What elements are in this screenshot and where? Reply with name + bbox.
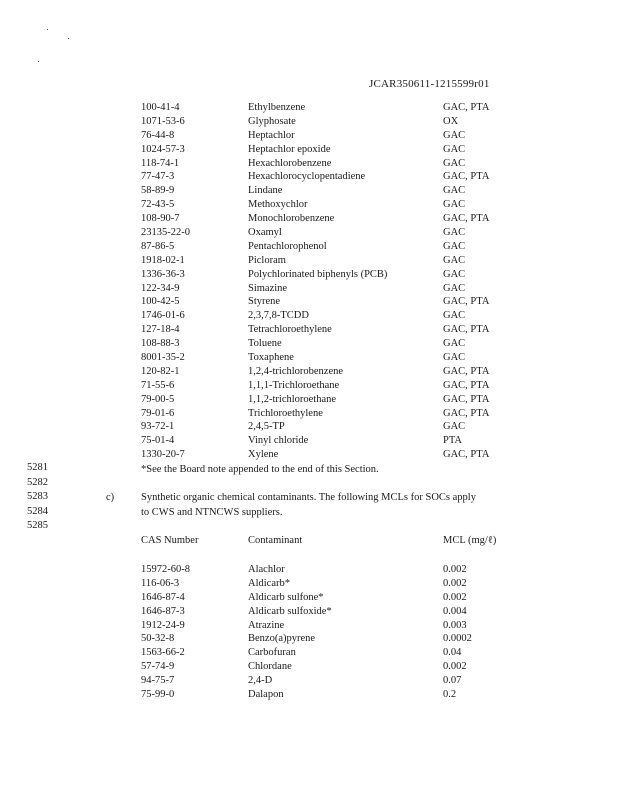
contaminant-name: Toluene — [248, 338, 282, 350]
cas-number: 118-74-1 — [141, 157, 180, 169]
cas-number: 127-18-4 — [141, 324, 180, 336]
contaminant-name: 1,1,2-trichloroethane — [248, 393, 337, 405]
treatment-technology: GAC, PTA — [443, 393, 490, 405]
cas-number: 15972-60-8 — [141, 564, 190, 575]
cas-number: 1336-36-3 — [141, 268, 185, 280]
treatment-technology: GAC, PTA — [443, 449, 490, 461]
contaminant-name: 2,4-D — [248, 675, 273, 687]
treatment-technology: GAC — [443, 338, 466, 350]
cas-number: 23135-22-0 — [141, 227, 190, 239]
contaminant-name: 1,1,1-Trichloroethane — [248, 379, 340, 391]
cas-number: 75-99-0 — [141, 689, 175, 701]
contaminant-name: Glyphosate — [248, 115, 296, 127]
contaminant-name: Aldicarb* — [248, 577, 290, 589]
cas-number: 8001-35-2 — [141, 352, 185, 364]
cas-number: 57-74-9 — [141, 661, 175, 673]
contaminant-name: Lindane — [248, 185, 283, 197]
cas-number: 50-32-8 — [141, 633, 175, 645]
contaminant-name: Monochlorobenzene — [248, 213, 335, 225]
cas-number: 120-82-1 — [141, 365, 180, 377]
treatment-technology: GAC, PTA — [443, 407, 490, 419]
contaminant-name: Pentachlorophenol — [248, 240, 327, 252]
treatment-technology: GAC — [443, 310, 466, 322]
treatment-technology: GAC — [443, 199, 466, 211]
cas-number: 108-88-3 — [141, 338, 180, 350]
contaminant-name: Heptachlor epoxide — [248, 143, 331, 155]
soc-table-header — [141, 535, 541, 549]
header-cas-number: CAS Number — [141, 535, 199, 546]
contaminant-name: Benzo(a)pyrene — [248, 633, 316, 645]
contaminant-name: Styrene — [248, 296, 281, 308]
cas-number: 100-41-4 — [141, 102, 180, 113]
cas-number: 87-86-5 — [141, 240, 175, 252]
cas-number: 93-72-1 — [141, 421, 175, 433]
cas-number: 77-47-3 — [141, 171, 175, 183]
contaminant-name: Xylene — [248, 449, 279, 461]
mcl-value: 0.2 — [443, 689, 457, 701]
contaminant-name: Polychlorinated biphenyls (PCB) — [248, 268, 388, 280]
contaminant-name: Toxaphene — [248, 352, 294, 364]
scan-speck — [47, 29, 48, 30]
contaminant-name: Ethylbenzene — [248, 102, 306, 113]
line-number: 5283 — [27, 491, 48, 502]
treatment-technology: GAC — [443, 421, 466, 433]
mcl-value: 0.004 — [443, 605, 467, 617]
line-number: 5281 — [27, 462, 48, 473]
treatment-technology: GAC, PTA — [443, 379, 490, 391]
cas-number: 79-01-6 — [141, 407, 175, 419]
treatment-technology: GAC — [443, 282, 466, 294]
treatment-technology: GAC — [443, 129, 466, 141]
cas-number: 1330-20-7 — [141, 449, 185, 461]
document-id: JCAR350611-1215599r01 — [369, 78, 490, 90]
treatment-technology: GAC, PTA — [443, 365, 490, 377]
cas-number: 1746-01-6 — [141, 310, 185, 322]
treatment-technology: GAC, PTA — [443, 102, 490, 113]
mcl-value: 0.0002 — [443, 633, 472, 645]
contaminant-name: 2,4,5-TP — [248, 421, 285, 433]
cas-number: 1912-24-9 — [141, 619, 185, 631]
cas-number: 71-55-6 — [141, 379, 175, 391]
section-c-marker: c) — [106, 492, 115, 503]
mcl-value: 0.002 — [443, 661, 467, 673]
cas-number: 1071-53-6 — [141, 115, 185, 127]
cas-number: 108-90-7 — [141, 213, 180, 225]
contaminant-name: Hexachlorobenzene — [248, 157, 332, 169]
contaminant-name: Vinyl chloride — [248, 435, 309, 447]
mcl-value: 0.07 — [443, 675, 462, 687]
treatment-technology: GAC — [443, 254, 466, 266]
line-numbers — [27, 461, 48, 534]
contaminant-name: Simazine — [248, 282, 288, 294]
contaminant-name: 1,2,4-trichlorobenzene — [248, 365, 344, 377]
cas-number: 122-34-9 — [141, 282, 180, 294]
line-number: 5282 — [27, 476, 48, 488]
contaminant-name: Oxamyl — [248, 227, 282, 239]
treatment-technology: GAC — [443, 157, 466, 169]
cas-number: 1646-87-3 — [141, 605, 185, 617]
scan-speck — [68, 38, 69, 39]
cas-number: 75-01-4 — [141, 435, 175, 447]
treatment-technology: GAC — [443, 143, 466, 155]
cas-number: 1563-66-2 — [141, 647, 185, 659]
cas-number: 79-00-5 — [141, 393, 175, 405]
contaminant-name: Trichloroethylene — [248, 407, 323, 419]
contaminant-name: Hexachlorocyclopentadiene — [248, 171, 366, 183]
contaminant-name: Aldicarb sulfone* — [248, 591, 324, 603]
treatment-technology: GAC — [443, 227, 466, 239]
mcl-value: 0.002 — [443, 577, 467, 589]
contaminant-name: Tetrachloroethylene — [248, 324, 332, 336]
contaminant-name: Methoxychlor — [248, 199, 308, 211]
header-contaminant: Contaminant — [248, 535, 303, 546]
cas-number: 72-43-5 — [141, 199, 175, 211]
treatment-technology: GAC, PTA — [443, 213, 490, 225]
contaminant-name: Heptachlor — [248, 129, 295, 141]
cas-number: 116-06-3 — [141, 577, 180, 589]
line-number: 5284 — [27, 505, 48, 517]
treatment-technology: GAC, PTA — [443, 171, 490, 183]
board-note-footnote: *See the Board note appended to the end of this Section. — [141, 464, 379, 475]
contaminant-name: Alachlor — [248, 564, 285, 575]
treatment-technology: GAC — [443, 352, 466, 364]
contaminant-name: Chlordane — [248, 661, 292, 673]
cas-number: 94-75-7 — [141, 675, 175, 687]
treatment-technology: GAC — [443, 268, 466, 280]
treatment-technology: OX — [443, 115, 459, 127]
cas-number: 1024-57-3 — [141, 143, 185, 155]
cas-number: 1646-87-4 — [141, 591, 185, 603]
mcl-value: 0.003 — [443, 619, 467, 631]
contaminant-name: Picloram — [248, 254, 286, 266]
treatment-technology: GAC, PTA — [443, 296, 490, 308]
contaminant-name: Atrazine — [248, 619, 285, 631]
cas-number: 76-44-8 — [141, 129, 175, 141]
mcl-value: 0.002 — [443, 564, 467, 575]
header-mcl: MCL (mg/ℓ) — [443, 535, 497, 546]
scan-speck — [38, 61, 39, 62]
mcl-value: 0.04 — [443, 647, 462, 659]
contaminant-name: 2,3,7,8-TCDD — [248, 310, 309, 322]
cas-number: 100-42-5 — [141, 296, 180, 308]
cas-number: 58-89-9 — [141, 185, 175, 197]
treatment-technology: GAC, PTA — [443, 324, 490, 336]
treatment-technology: GAC — [443, 240, 466, 252]
contaminant-name: Aldicarb sulfoxide* — [248, 605, 332, 617]
treatment-technology: GAC — [443, 185, 466, 197]
section-c-line-1: Synthetic organic chemical contaminants. The following MCLs for SOCs apply — [141, 492, 476, 503]
line-number: 5285 — [27, 520, 48, 531]
contaminant-name: Dalapon — [248, 689, 284, 701]
contaminant-name: Carbofuran — [248, 647, 296, 659]
section-c-line-2: to CWS and NTNCWS suppliers. — [141, 506, 283, 518]
treatment-technology: PTA — [443, 435, 462, 447]
mcl-value: 0.002 — [443, 591, 467, 603]
cas-number: 1918-02-1 — [141, 254, 185, 266]
